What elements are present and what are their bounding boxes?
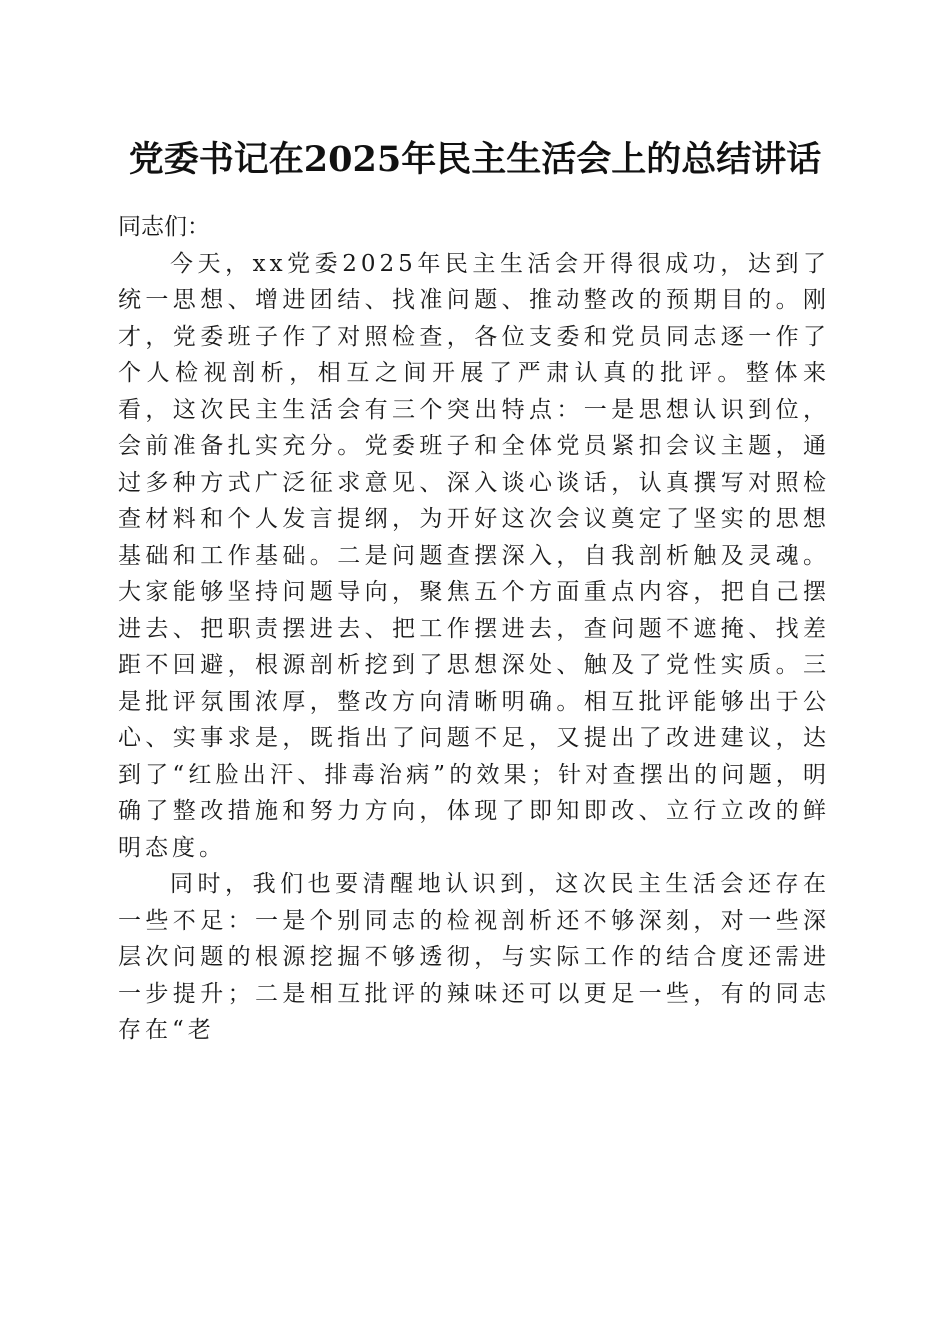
salutation: 同志们： bbox=[118, 214, 210, 240]
paragraph: 同时，我们也要清醒地认识到，这次民主生活会还存在一些不足：一是个别同志的检视剖析还不够深刻，对一些深层次问题的根源挖掘不够透彻，与实际工作的结合度还需进一步提升；二是相互批评的辣味还可以更足一些，有的同志存在“老 bbox=[118, 871, 830, 1043]
document-title: 党委书记在2025年民主生活会上的总结讲话 bbox=[128, 139, 822, 180]
paragraph: 今天，xx党委2025年民主生活会开得很成功，达到了统一思想、增进团结、找准问题、推动整改的预期目的。刚才，党委班子作了对照检查，各位支委和党员同志逐一作了个人检视剖析，相互之间开展了严肃认真的批评。整体来看，这次民主生活会有三个突出特点：一是思想认识到位，会前准备扎实充分。党委班子和全体党员紧扣会议主题，通过多种方式广泛征求意见、深入谈心谈话，认真撰写对照检查材料和个人发言提纲，为开好这次会议奠定了坚实的思想基础和工作基础。二是问题查摆深入，自我剖析触及灵魂。大家能够坚持问题导向，聚焦五个方面重点内容，把自己摆进去、把职责摆进去、把工作摆进去，查问题不遮掩、找差距不回避，根源剖析挖到了思想深处、触及了党性实质。三是批评氛围浓厚，整改方向清晰明确。相互批评能够出于公心、实事求是，既指出了问题不足，又提出了改进建议，达到了“红脸出汗、排毒治病”的效果；针对查摆出的问题，明确了整改措施和努力方向，体现了即知即改、立行立改的鲜明态度。 bbox=[118, 250, 830, 861]
document-body bbox=[118, 209, 830, 1049]
